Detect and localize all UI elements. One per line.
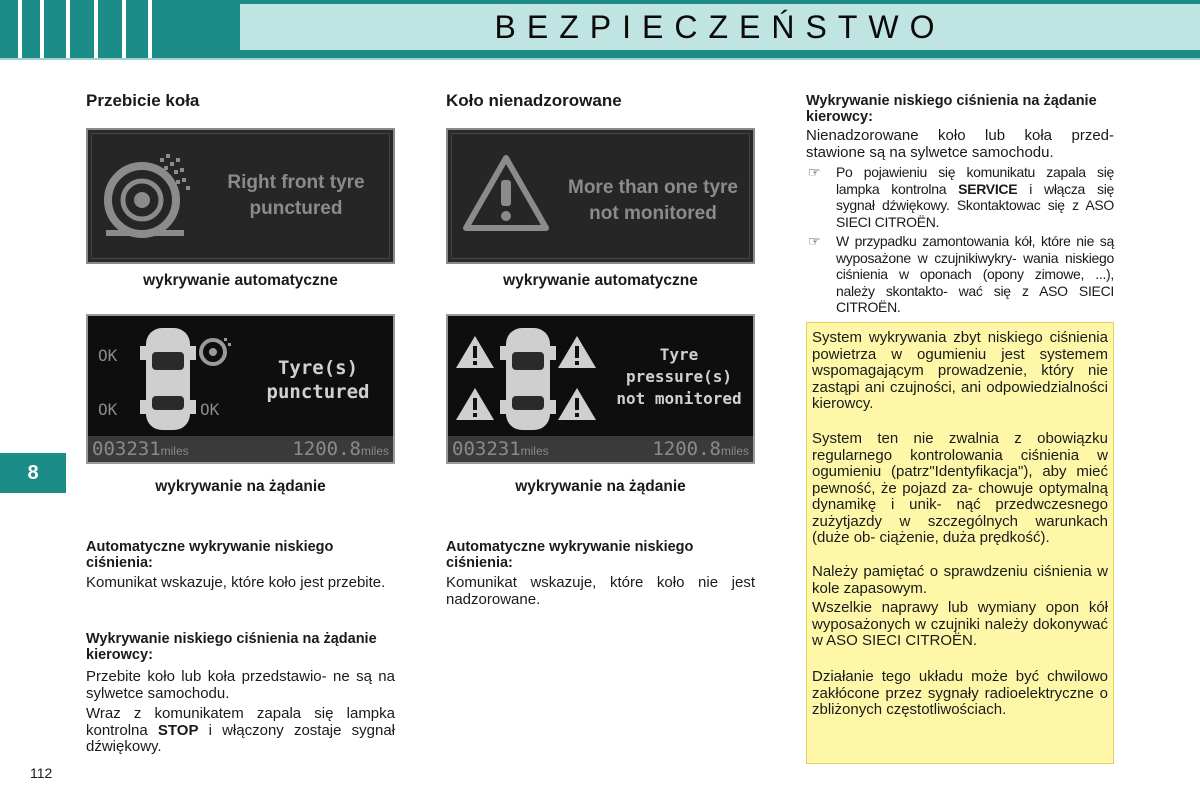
col1-text-2: Przebite koło lub koła przedstawio- ne są na sylwetce samochodu. — [86, 668, 395, 702]
warning-triangle-icon — [454, 334, 496, 370]
col2-heading: Koło nienadzorowane — [446, 91, 622, 110]
col1-text-1: Komunikat wskazuje, które koło jest przebite. — [86, 574, 386, 591]
header-bar — [0, 0, 1200, 60]
display-message: Right front tyre punctured — [227, 172, 365, 219]
note-paragraph-5: Działanie tego układu może być chwilowo zakłócone przez sygnały radioelektryczne o zbliżonych częstotliwościach. — [812, 668, 1108, 718]
display-more-than-one-tyre — [446, 128, 755, 264]
col3-text-1: Nienadzorowane koło lub koła przed- stawione są na sylwetce samochodu. — [806, 127, 1114, 161]
display-tyres-punctured — [86, 314, 395, 464]
odometer: 003231miles — [92, 438, 189, 460]
col3-bullet-1: Po pojawieniu się komunikatu zapala się lampka kontrolna SERVICE i włącza się sygnał dźwiękowy. Skontaktowac się z ASO SIECI CITROËN. — [836, 164, 1114, 230]
caption-automatic-2: wykrywanie automatyczne — [503, 272, 698, 289]
col1-text-3: Wraz z komunikatem zapala się lampka kontrolna STOP i włączony zostaje sygnał dźwiękowy. — [86, 705, 395, 755]
caption-on-demand-2: wykrywanie na żądanie — [515, 478, 686, 495]
col1-subheading-1: Automatyczne wykrywanie niskiego ciśnienia: — [86, 539, 334, 571]
page-title: BEZPIECZEŃSTWO — [240, 4, 1200, 50]
display-message: More than one tyre not monitored — [568, 177, 738, 224]
display-tyre-pressure-not-monitored — [446, 314, 755, 464]
car-silhouette-icon — [140, 324, 196, 434]
ok-rear-left: OK — [98, 400, 118, 419]
page-number: 112 — [30, 765, 53, 781]
col1-heading: Przebicie koła — [86, 91, 200, 110]
car-silhouette-icon — [500, 324, 556, 434]
chapter-tab: 8 — [0, 453, 66, 493]
ok-rear-right: OK — [200, 400, 220, 419]
trip-meter: 1200.8miles — [652, 438, 749, 460]
col2-subheading-1: Automatyczne wykrywanie niskiego ciśnienia: — [446, 539, 694, 571]
punctured-tyre-icon — [198, 334, 232, 368]
caption-on-demand-1: wykrywanie na żądanie — [155, 478, 326, 495]
pointing-hand-icon: ☞ — [808, 164, 821, 180]
punctured-tyre-icon — [104, 150, 194, 245]
caption-automatic-1: wykrywanie automatyczne — [143, 272, 338, 289]
display-message: Tyre(s) punctured — [266, 357, 370, 403]
warning-triangle-icon — [462, 152, 550, 232]
warning-triangle-icon — [556, 334, 598, 370]
display-right-front-tyre — [86, 128, 395, 264]
display-message: Tyre pressure(s) not monitored — [616, 345, 742, 408]
trip-meter: 1200.8miles — [292, 438, 389, 460]
note-paragraph-4: Wszelkie naprawy lub wymiany opon kół wyposażonych w czujniki należy dokonywać w ASO SIECI CITROËN. — [812, 599, 1108, 649]
warning-triangle-icon — [454, 386, 496, 422]
col3-bullet-2: W przypadku zamontowania kół, które nie są wyposażone w czujnikiwykry- wania niskiego ciśnienia w oponach (opony zimowe, ...), należy skontakto- wać się z ASO SIECI CITROËN. — [836, 233, 1114, 315]
note-paragraph-3: Należy pamiętać o sprawdzeniu ciśnienia w kole zapasowym. — [812, 563, 1108, 597]
col2-text-1: Komunikat wskazuje, które koło nie jest nadzorowane. — [446, 574, 755, 608]
pointing-hand-icon: ☞ — [808, 233, 821, 249]
ok-front-left: OK — [98, 346, 118, 365]
odometer: 003231miles — [452, 438, 549, 460]
col3-subheading: Wykrywanie niskiego ciśnienia na żądanie kierowcy: — [806, 93, 1097, 125]
col1-subheading-2: Wykrywanie niskiego ciśnienia na żądanie kierowcy: — [86, 631, 377, 663]
note-paragraph-2: System ten nie zwalnia z obowiązku regularnego kontrolowania ciśnienia w ogumieniu (patrz"Identyfikacja"), aby mieć pewność, że pojazd za- chowuje optymalną dynamikę i unik- nąć przedwczesnego zużytjazdy w szczególnych warunkach (duże ob- ciążenie, duża prędkość). — [812, 430, 1108, 546]
warning-triangle-icon — [556, 386, 598, 422]
note-paragraph-1: System wykrywania zbyt niskiego ciśnienia powietrza w ogumieniu jest systemem wspomagającym prowadzenie, który nie zastąpi ani czujności, ani odpowiedzialności kierowcy. — [812, 329, 1108, 412]
